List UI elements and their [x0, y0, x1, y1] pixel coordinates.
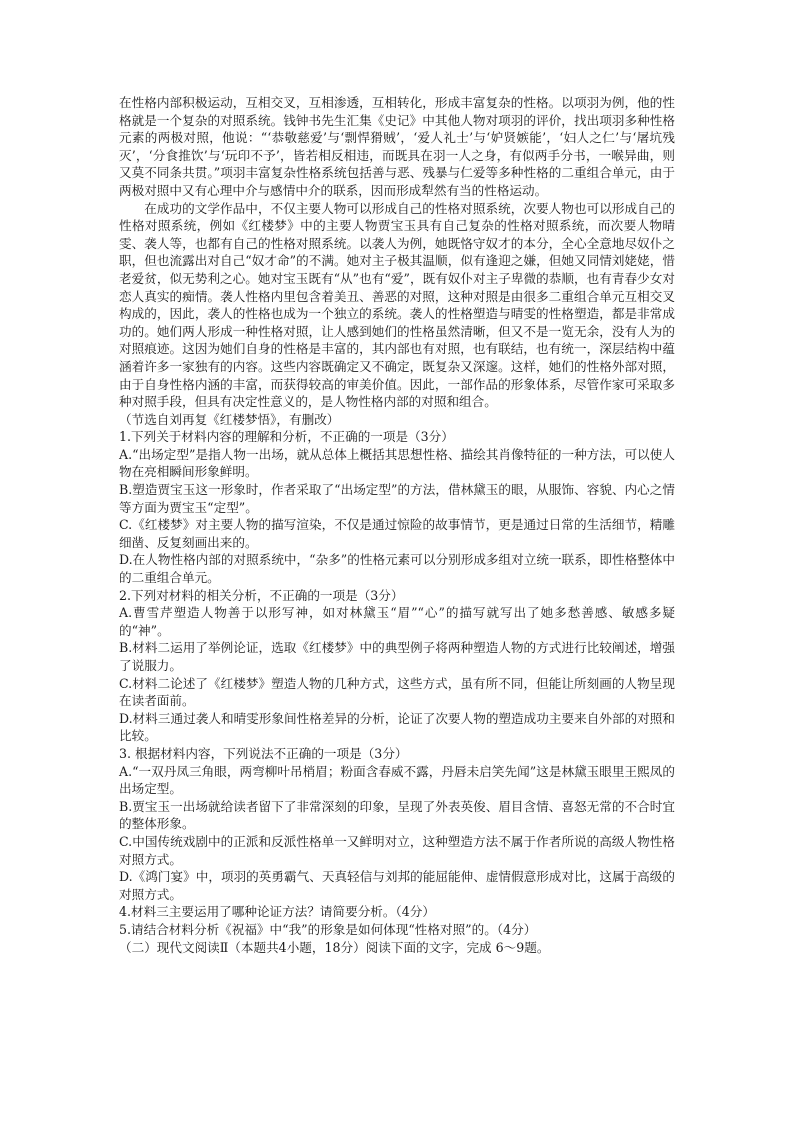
question-3 [119, 745, 675, 903]
question-2 [119, 587, 675, 745]
question-stem: 3. 根据材料内容，下列说法不正确的一项是（3分） [119, 745, 408, 761]
question-4: 4.材料三主要运用了哪种论证方法？请简要分析。（4分） [119, 904, 435, 920]
document-body [119, 94, 675, 956]
option-c: C.《红楼梦》对主要人物的描写渲染，不仅是通过惊险的故事情节，更是通过日常的生活细节，精雕细凿、反复刻画出来的。 [119, 517, 675, 550]
question-1 [119, 428, 675, 586]
question-stem: 1.下列关于材料内容的理解和分析，不正确的一项是（3分） [119, 429, 454, 445]
paragraph-2: 在成功的文学作品中，不仅主要人物可以形成自己的性格对照系统，次要人物也可以形成自己的性格对照系统，例如《红楼梦》中的主要人物贾宝玉具有自己复杂的性格对照系统，而次要人物晴雯、袭人等，也都有自己的性格对照系统。以袭人为例，她既恪守奴才的本分，全心全意地尽奴仆之职，但也流露出对自己“奴才命”的不满。她对主子极其温顺，似有逢迎之嫌，但她又同情刘姥姥，惜老爱贫，似无势利之心。她对宝玉既有“从”也有“爱”，既有奴仆对主子卑微的恭顺，也有青春少女对恋人真实的痴情。袭人性格内里包含着美丑、善恶的对照，这种对照是由很多二重组合单元互相交叉构成的，因此，袭人的性格也成为一个独立的系统。袭人的性格塑造与晴雯的性格塑造，都是非常成功的。她们两人形成一种性格对照，让人感到她们的性格虽然清晰，但又不是一览无余，没有人为的对照痕迹。这因为她们自身的性格是丰富的，其内部也有对照，也有联结，也有统一，深层结构中蕴涵着许多一家独有的内容。这些内容既确定又不确定，既复杂又深邃。这样，她们的性格外部对照，由于自身性格内涵的丰富，而获得较高的审美价值。因此，一部作品的形象体系，尽管作家可采取多种对照手段，但具有决定性意义的，是人物性格内部的对照和组合。 [119, 200, 675, 410]
option-b: B.材料二运用了举例论证，选取《红楼梦》中的典型例子将两种塑造人物的方式进行比较阐述，增强了说服力。 [119, 640, 675, 673]
question-5: 5.请结合材料分析《祝福》中“我”的形象是如何体现“性格对照”的。（4分） [119, 921, 537, 937]
option-a: A.“一双丹凤三角眼，两弯柳叶吊梢眉；粉面含春威不露，丹唇未启笑先闻”这是林黛玉眼里王熙凤的出场定型。 [119, 763, 675, 797]
option-b: B.贾宝玉一出场就给读者留下了非常深刻的印象，呈现了外表英俊、眉目含情、喜怒无常的不合时宜的整体形象。 [119, 798, 675, 832]
section-heading: （二）现代文阅读Ⅱ（本题共4小题，18分）阅读下面的文字，完成 6～9题。 [119, 939, 550, 955]
option-b: B.塑造贾宝玉这一形象时，作者采取了“出场定型”的方法，借林黛玉的眼，从服饰、容貌、内心之情等方面为贾宝玉“定型”。 [119, 482, 675, 515]
source-citation: （节选自刘再复《红楼梦悟》，有删改） [119, 411, 340, 427]
question-stem: 2.下列对材料的相关分析，不正确的一项是（3分） [119, 587, 404, 603]
paragraph-1: 在性格内部积极运动，互相交叉，互相渗透，互相转化，形成丰富复杂的性格。以项羽为例，他的性格就是一个复杂的对照系统。钱钟书先生汇集《史记》中其他人物对项羽的评价，找出项羽多种性格元素的两极对照，他说：“‘恭敬慈爱’与‘剽悍猾贼’，‘爱人礼士’与‘妒贤嫉能’，‘妇人之仁’与‘屠坑残灭’，‘分食推饮’与‘玩印不予’，皆若相反相违，而既具在羽一人之身，有似两手分书，一喉异曲，则又莫不同条共贯。”项羽丰富复杂性格系统包括善与恶、残暴与仁爱等多种性格的二重组合单元，由于两极对照中又有心理中介与感情中介的联系，因而形成犁然有当的性格运动。 [119, 95, 675, 198]
option-c: C.材料二论述了《红楼梦》塑造人物的几种方式，这些方式，虽有所不同，但能让所刻画的人物呈现在读者面前。 [119, 675, 675, 709]
option-a: A.曹雪芹塑造人物善于以形写神，如对林黛玉“眉”“心”的描写就写出了她多愁善感、敏感多疑的“神”。 [119, 605, 675, 638]
option-d: D.《鸿门宴》中，项羽的英勇霸气、天真轻信与刘邦的能屈能伸、虚情假意形成对比，这属于高级的对照方式。 [119, 869, 675, 902]
option-d: D.材料三通过袭人和晴雯形象间性格差异的分析，论证了次要人物的塑造成功主要来自外部的对照和比较。 [119, 710, 675, 744]
option-d: D.在人物性格内部的对照系统中，“杂多”的性格元素可以分别形成多组对立统一联系，即性格整体中的二重组合单元。 [119, 552, 675, 586]
option-c: C.中国传统戏剧中的正派和反派性格单一又鲜明对立，这种塑造方法不属于作者所说的高级人物性格对照方式。 [119, 833, 675, 867]
option-a: A.“出场定型”是指人物一出场，就从总体上概括其思想性格、描绘其肖像特征的一种方法，可以使人物在亮相瞬间形象鲜明。 [119, 446, 675, 480]
